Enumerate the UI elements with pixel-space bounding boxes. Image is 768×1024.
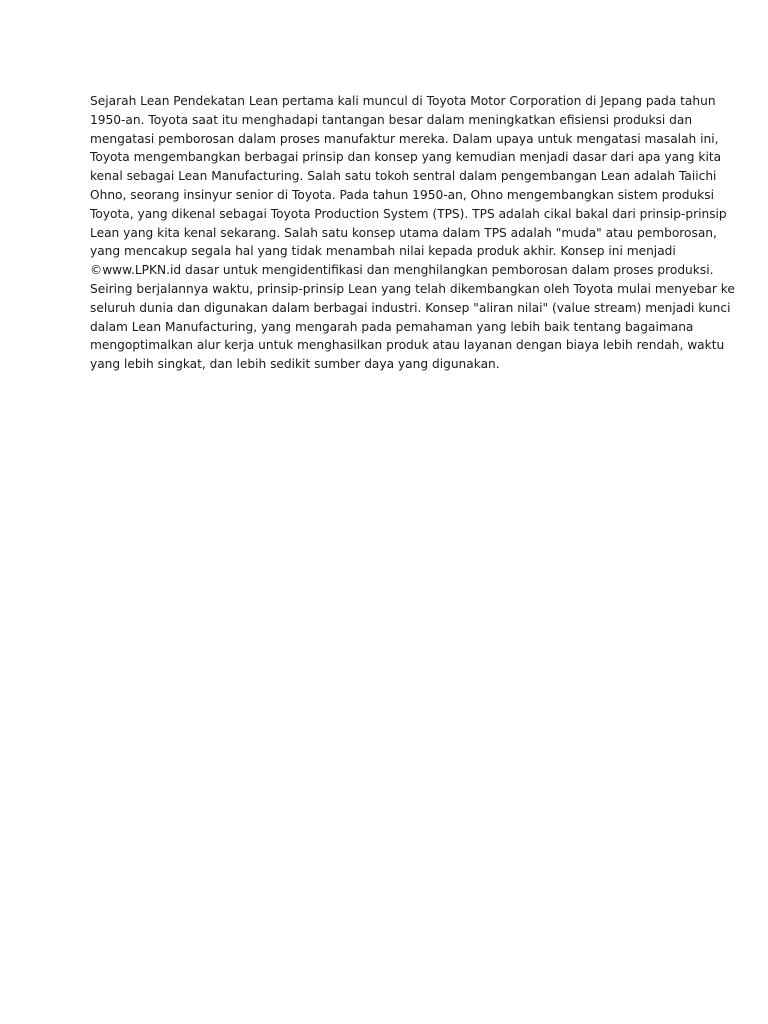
text-line: 1950-an. Toyota saat itu menghadapi tantangan besar dalam meningkatkan efisiensi produksi dan	[90, 112, 693, 127]
text-line: Ohno, seorang insinyur senior di Toyota. Pada tahun 1950-an, Ohno mengembangkan sistem produksi	[90, 187, 714, 202]
text-line: ©www.LPKN.id dasar untuk mengidentifikasi dan menghilangkan pemborosan dalam proses produksi.	[90, 263, 714, 278]
text-line: mengoptimalkan alur kerja untuk menghasilkan produk atau layanan dengan biaya lebih rendah, waktu	[90, 338, 725, 353]
text-line: yang mencakup segala hal yang tidak menambah nilai kepada produk akhir. Konsep ini menjadi	[90, 244, 676, 259]
text-line: Seiring berjalannya waktu, prinsip-prinsip Lean yang telah dikembangkan oleh Toyota mulai menyebar ke	[90, 281, 735, 296]
text-line: yang lebih singkat, dan lebih sedikit sumber daya yang digunakan.	[90, 357, 500, 372]
text-line: Toyota, yang dikenal sebagai Toyota Production System (TPS). TPS adalah cikal bakal dari prinsip-prinsip	[90, 206, 727, 221]
body-paragraph	[90, 92, 735, 374]
text-line: Lean yang kita kenal sekarang. Salah satu konsep utama dalam TPS adalah "muda" atau pemborosan,	[90, 225, 717, 240]
text-line: Toyota mengembangkan berbagai prinsip dan konsep yang kemudian menjadi dasar dari apa yang kita	[90, 150, 722, 165]
text-line: dalam Lean Manufacturing, yang mengarah pada pemahaman yang lebih baik tentang bagaimana	[90, 319, 694, 334]
text-line: mengatasi pemborosan dalam proses manufaktur mereka. Dalam upaya untuk mengatasi masalah ini,	[90, 131, 719, 146]
text-line: seluruh dunia dan digunakan dalam berbagai industri. Konsep "aliran nilai" (value stream) menjadi kunci	[90, 300, 731, 315]
text-line: kenal sebagai Lean Manufacturing. Salah satu tokoh sentral dalam pengembangan Lean adalah Taiichi	[90, 169, 717, 184]
text-line: Sejarah Lean Pendekatan Lean pertama kali muncul di Toyota Motor Corporation di Jepang pada tahun	[90, 94, 716, 108]
